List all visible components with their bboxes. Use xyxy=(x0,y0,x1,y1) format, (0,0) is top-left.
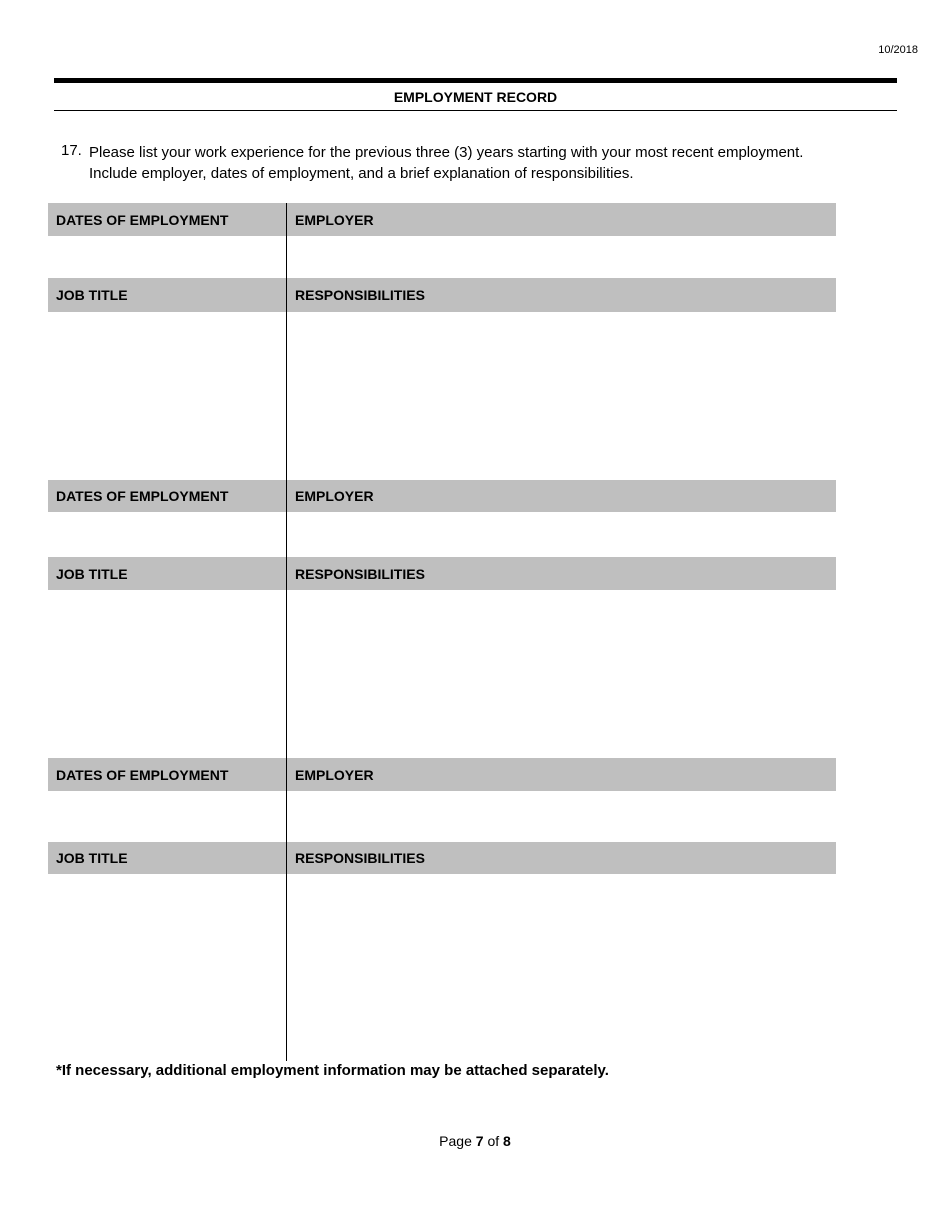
footnote: *If necessary, additional employment information may be attached separately. xyxy=(56,1062,609,1079)
responsibilities-field[interactable] xyxy=(287,590,836,758)
job-header-row xyxy=(48,557,836,590)
dates-of-employment-label: DATES OF EMPLOYMENT xyxy=(56,211,229,228)
employer-field[interactable] xyxy=(287,512,836,557)
employer-field[interactable] xyxy=(287,236,836,278)
responsibilities-label: RESPONSIBILITIES xyxy=(295,565,425,582)
question-line-2: Include employer, dates of employment, and a brief explanation of responsibilities. xyxy=(89,165,634,182)
employment-header-row xyxy=(48,203,836,236)
responsibilities-field[interactable] xyxy=(287,312,836,480)
header-rule-thin xyxy=(54,110,897,111)
column-divider xyxy=(286,203,287,1061)
dates-of-employment-field[interactable] xyxy=(48,236,286,278)
revision-date: 10/2018 xyxy=(878,44,918,56)
question-line-1: Please list your work experience for the previous three (3) years starting with your most recent employment. xyxy=(89,144,804,161)
employer-field[interactable] xyxy=(287,791,836,842)
employer-label: EMPLOYER xyxy=(295,488,374,504)
page-total: 8 xyxy=(503,1133,511,1149)
employment-header-row xyxy=(48,480,836,512)
dates-of-employment-field[interactable] xyxy=(48,512,286,557)
job-title-label: JOB TITLE xyxy=(56,850,128,866)
page-number xyxy=(0,1133,950,1149)
job-title-label: JOB TITLE xyxy=(56,287,128,303)
question-text xyxy=(89,142,879,184)
question-number: 17. xyxy=(61,142,82,159)
job-header-row xyxy=(48,278,836,312)
responsibilities-field[interactable] xyxy=(287,874,836,1061)
dates-of-employment-label: DATES OF EMPLOYMENT xyxy=(56,488,229,504)
section-title: EMPLOYMENT RECORD xyxy=(393,89,558,105)
job-title-field[interactable] xyxy=(48,590,286,758)
employer-label: EMPLOYER xyxy=(295,211,374,228)
page-current: 7 xyxy=(475,1133,484,1149)
page-prefix: Page xyxy=(439,1133,472,1149)
employment-header-row xyxy=(48,758,836,791)
responsibilities-label: RESPONSIBILITIES xyxy=(295,287,425,303)
responsibilities-label: RESPONSIBILITIES xyxy=(295,850,425,866)
job-header-row xyxy=(48,842,836,874)
job-title-field[interactable] xyxy=(48,312,286,480)
job-title-field[interactable] xyxy=(48,874,286,1061)
job-title-label: JOB TITLE xyxy=(56,565,128,582)
dates-of-employment-field[interactable] xyxy=(48,791,286,842)
page-of: of xyxy=(487,1133,500,1149)
employer-label: EMPLOYER xyxy=(295,766,374,783)
dates-of-employment-label: DATES OF EMPLOYMENT xyxy=(56,766,229,783)
header-rule-thick xyxy=(54,78,897,83)
